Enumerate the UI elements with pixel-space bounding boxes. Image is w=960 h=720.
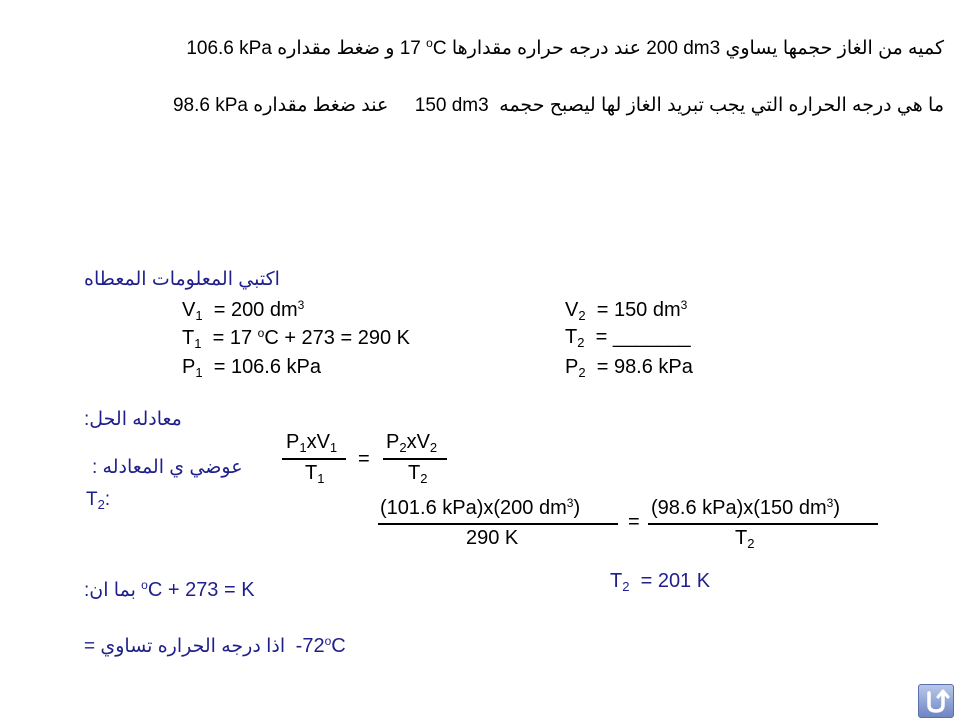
problem-line-1-unit-b: C: [432, 38, 447, 59]
formula-num-right: $P_2xV_2$: [386, 431, 438, 455]
sub-num-right: (98.6 kPa)x(150 $dm^3$): [651, 496, 840, 519]
problem-line-1-ar-a: كميه من الغاز حجمها يساوي: [725, 38, 944, 59]
given-p1: $P_1 = 106.6$ kPa: [182, 356, 322, 380]
formula-bar-right: [383, 458, 447, 460]
formula-equals: =: [358, 448, 370, 470]
kelvin-note-label: بما ان:: [84, 580, 136, 601]
problem-line-1-val-c: 106.6 kPa: [186, 38, 272, 59]
problem-line-2-val-b: 98.6 kPa: [172, 95, 248, 116]
formula-bar-left: [282, 458, 346, 460]
problem-line-2: [173, 94, 944, 117]
sub-bar-left: [378, 523, 618, 525]
problem-line-2-val-a: 150 dm3: [414, 95, 489, 116]
given-p2-value: = 98.6 kPa: [596, 356, 693, 378]
kelvin-note: [84, 578, 255, 602]
result-value: = 201 K: [640, 570, 711, 592]
given-heading: اكتبي المعلومات المعطاه: [84, 269, 280, 290]
final-answer-label: اذا درجه الحراره تساوي =: [84, 636, 286, 657]
problem-line-1-val-b: 17: [399, 38, 421, 59]
formula-den-left: $T_1$: [305, 462, 325, 486]
formula-num-left: $P_1xV_1$: [286, 431, 338, 455]
sub-num-left: (101.6 kPa)x(200 $dm^3$): [380, 496, 581, 519]
kelvin-note-expr: C + 273 = K: [147, 579, 255, 601]
given-p1-value: = 106.6 kPa: [213, 356, 322, 378]
kelvin-note-expr-wrap: $^o$C + 273 = K: [141, 578, 255, 601]
final-answer-value: -72: [295, 635, 325, 657]
t2-label-colon: :: [104, 489, 111, 510]
given-t1-b: C + 273 = 290 K: [264, 327, 410, 349]
given-t2-value: = _______: [595, 326, 691, 348]
given-v1-value: = 200 dm: [213, 299, 298, 321]
sub-den-right: $T_2$: [735, 527, 755, 551]
sub-num-left-text: (101.6 kPa)x(200 dm: [380, 497, 567, 519]
result: $T_2 = 201$ K: [610, 570, 711, 594]
given-t1-a: = 17: [212, 327, 253, 349]
problem-line-1: [186, 36, 944, 60]
formula-den-right: $T_2$: [408, 462, 428, 486]
problem-line-2-ar-a: ما هي درجه الحراره التي يجب تبريد الغاز لها ليصبح حجمه: [499, 95, 944, 116]
sub-bar-right: [648, 523, 878, 525]
sub-num-right-text: (98.6 kPa)x(150 dm: [651, 497, 827, 519]
problem-line-1-val-a: 200 dm3: [646, 38, 721, 59]
problem-line-2-ar-b: عند ضغط مقداره: [253, 95, 389, 116]
given-t2: $T_2$ = _______: [565, 326, 691, 350]
given-v2: $V_2 = 150$ $dm^3$: [565, 298, 688, 323]
final-answer-value-wrap: -72$^o$C: [295, 634, 346, 657]
return-button[interactable]: [918, 684, 954, 718]
given-t1: $T_1 = 17$ $^o$C + 273 = 290 K: [182, 326, 410, 351]
given-v2-value: = 150 dm: [596, 299, 681, 321]
given-p2: $P_2 = 98.6$ kPa: [565, 356, 693, 380]
substitute-label: عوضي ي المعادله :: [92, 457, 243, 478]
t2-label: $T_2$:: [86, 489, 111, 512]
given-v1: $V_1 = 200$ $dm^3$: [182, 298, 305, 323]
sub-den-left: 290 K: [466, 527, 519, 549]
final-answer: [84, 634, 346, 658]
problem-line-1-ar-c: و ضغط مقداره: [277, 38, 395, 59]
problem-line-1-temp: 17 $^o$C: [399, 36, 447, 59]
sub-equals: =: [628, 511, 640, 533]
problem-line-1-ar-b: عند درجه حراره مقدارها: [451, 38, 641, 59]
return-arrow-icon: [919, 685, 953, 717]
equation-label: معادله الحل:: [84, 409, 182, 430]
